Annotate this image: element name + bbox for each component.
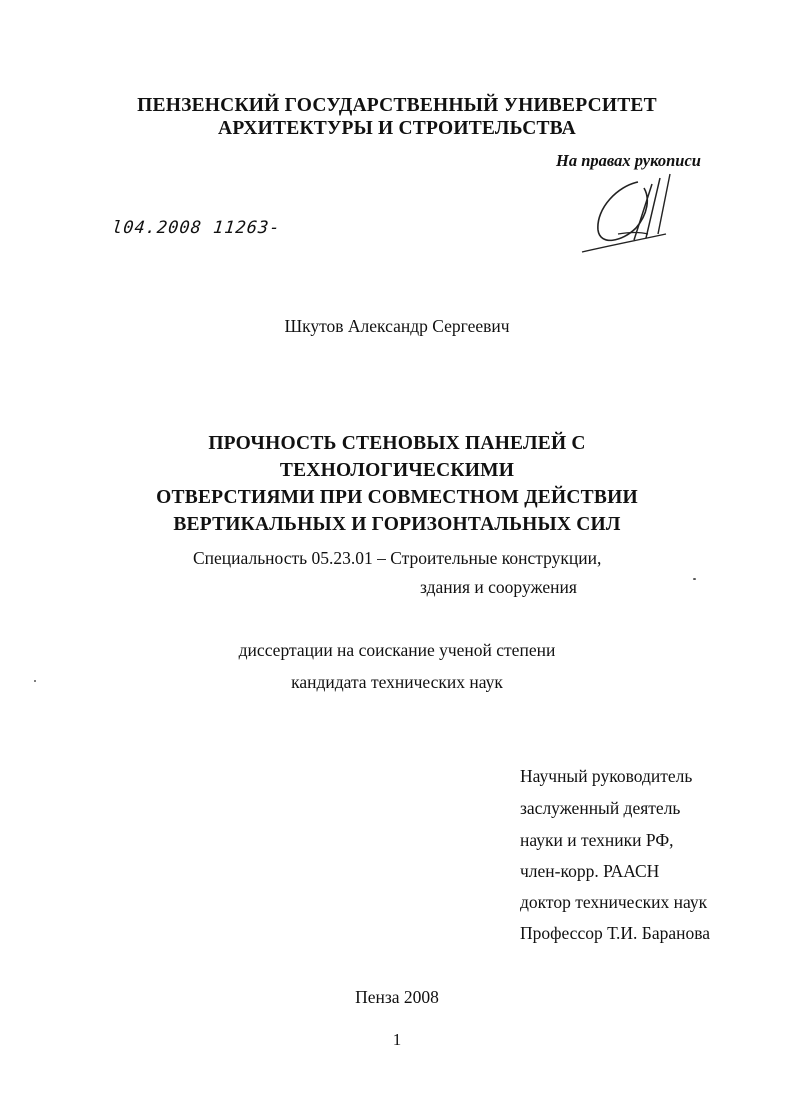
city-year: Пенза 2008 xyxy=(355,987,439,1007)
specialty-line1: Специальность 05.23.01 – Строительные конструкции, xyxy=(193,548,602,568)
supervisor-line3: науки и техники РФ, xyxy=(520,830,674,850)
university-name-line1: ПЕНЗЕНСКИЙ ГОСУДАРСТВЕННЫЙ УНИВЕРСИТЕТ xyxy=(137,95,657,116)
title-line1: ПРОЧНОСТЬ СТЕНОВЫХ ПАНЕЛЕЙ С ТЕХНОЛОГИЧЕСКИМИ xyxy=(208,433,586,481)
specialty-line2: здания и сооружения xyxy=(420,577,577,597)
university-name-line2: АРХИТЕКТУРЫ И СТРОИТЕЛЬСТВА xyxy=(218,118,576,139)
supervisor-line5: доктор технических наук xyxy=(520,892,708,912)
registration-stamp: l04.2008 11263- xyxy=(110,218,282,238)
title-line3: ВЕРТИКАЛЬНЫХ И ГОРИЗОНТАЛЬНЫХ СИЛ xyxy=(173,514,621,535)
dissertation-line2: кандидата технических наук xyxy=(291,672,503,692)
author-name: Шкутов Александр Сергеевич xyxy=(284,316,510,336)
dissertation-title xyxy=(110,430,684,538)
manuscript-rights-label: На правах рукописи xyxy=(556,151,701,170)
supervisor-line2: заслуженный деятель xyxy=(520,798,681,818)
title-line2: ОТВЕРСТИЯМИ ПРИ СОВМЕСТНОМ ДЕЙСТВИИ xyxy=(156,487,638,508)
signature-icon xyxy=(578,168,698,258)
dissertation-line1: диссертации на соискание ученой степени xyxy=(238,640,556,660)
scan-speck xyxy=(34,680,36,682)
supervisor-line4: член-корр. РААСН xyxy=(520,861,660,881)
scan-speck xyxy=(693,578,696,580)
supervisor-line6: Профессор Т.И. Баранова xyxy=(520,923,711,943)
supervisor-line1: Научный руководитель xyxy=(520,766,693,786)
page-number: 1 xyxy=(392,1030,402,1049)
